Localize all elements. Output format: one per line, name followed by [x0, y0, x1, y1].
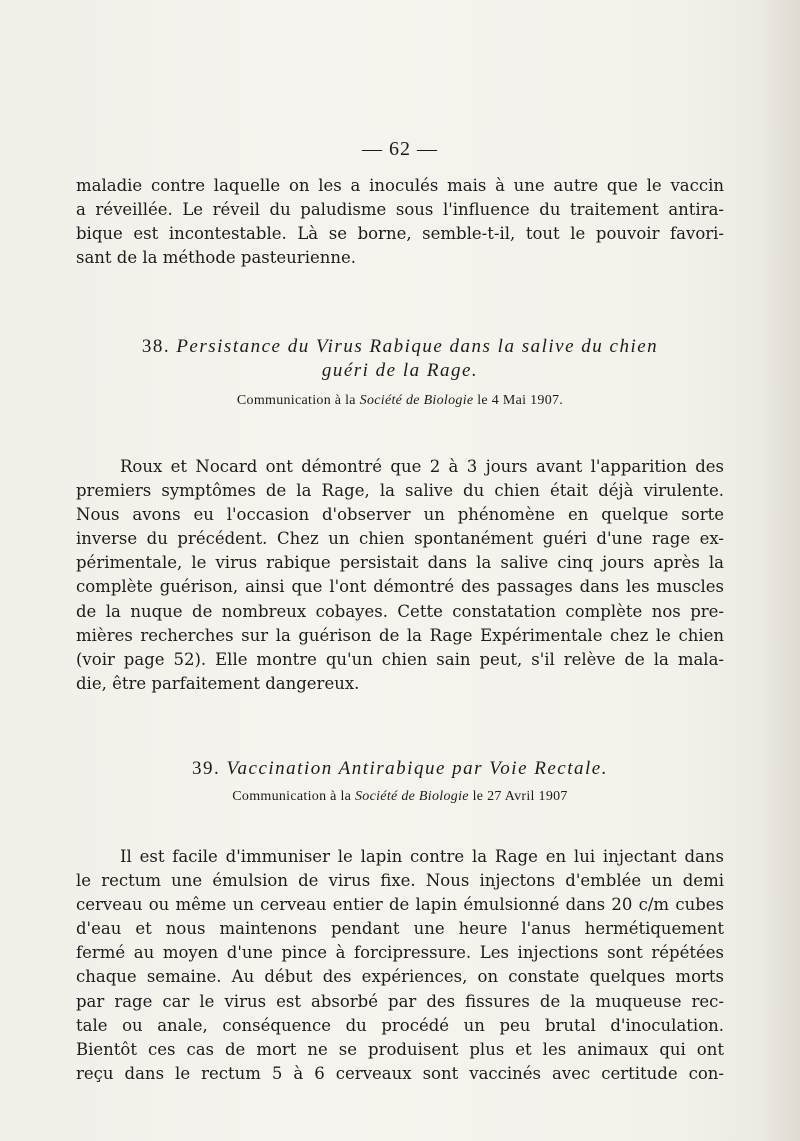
- page-edge-shadow: [760, 0, 800, 1141]
- paragraph-section-39: [76, 845, 724, 1086]
- text-line: fermé au moyen d'une pince à forcipressure. Les injections sont répétées: [76, 943, 724, 963]
- text-line: sant de la méthode pasteurienne.: [76, 248, 356, 268]
- text-line: Il est facile d'immuniser le lapin contre la Rage en lui injectant dans: [120, 847, 724, 866]
- section-38-number: 38.: [141, 336, 171, 357]
- page-number: — 62 —: [362, 138, 438, 160]
- text-line: de la nuque de nombreux cobayes. Cette constatation complète nos pre-: [76, 601, 724, 621]
- text-line: Nous avons eu l'occasion d'observer un phénomène en quelque sorte: [76, 505, 724, 525]
- text-line: inverse du précédent. Chez un chien spontanément guéri d'une rage ex-: [76, 529, 724, 549]
- paragraph-continuation: [76, 174, 724, 270]
- text-line: le rectum une émulsion de virus fixe. Nous injectons d'emblée un demi: [76, 871, 724, 891]
- text-line: Roux et Nocard ont démontré que 2 à 3 jours avant l'apparition des: [120, 457, 724, 476]
- section-39-number: 39.: [192, 758, 221, 779]
- text-line: a réveillée. Le réveil du paludisme sous l'influence du traitement antira-: [76, 200, 724, 220]
- text-line: die, être parfaitement dangereux.: [76, 673, 360, 693]
- text-line: reçu dans le rectum 5 à 6 cerveaux sont vaccinés avec certitude con-: [76, 1063, 724, 1083]
- section-38-title-cont: [0, 360, 800, 382]
- text-line: cerveau ou même un cerveau entier de lapin émulsionné dans 20 c/m cubes: [76, 895, 724, 915]
- text-line: bique est incontestable. Là se borne, semble-t-il, tout le pouvoir favori-: [76, 224, 724, 244]
- text-line: par rage car le virus est absorbé par des fissures de la muqueuse rec-: [76, 991, 724, 1011]
- section-38-communication: [0, 393, 800, 409]
- section-38-title-line1: Persistance du Virus Rabique dans la salive du chien: [176, 336, 659, 357]
- comm-date: le 4 Mai 1907.: [477, 393, 564, 408]
- comm-society: Société de Biologie: [355, 789, 469, 804]
- comm-prefix: Communication à la: [232, 789, 352, 804]
- section-38-title: [0, 336, 800, 358]
- text-line: chaque semaine. Au début des expériences, on constate quelques morts: [76, 967, 724, 987]
- text-line: maladie contre laquelle on les a inoculés mais à une autre que le vaccin: [76, 176, 724, 195]
- text-line: complète guérison, ainsi que l'ont démontré des passages dans les muscles: [76, 577, 724, 597]
- paragraph-section-38: [76, 455, 724, 696]
- comm-society: Société de Biologie: [359, 393, 474, 408]
- text-line: d'eau et nous maintenons pendant une heure l'anus hermétiquement: [76, 919, 724, 939]
- text-line: tale ou anale, conséquence du procédé un peu brutal d'inoculation.: [76, 1015, 724, 1035]
- comm-date: le 27 Avril 1907: [472, 789, 568, 804]
- section-39-title-text: Vaccination Antirabique par Voie Rectale.: [226, 758, 608, 779]
- section-38-title-line2: guéri de la Rage.: [321, 360, 479, 381]
- text-line: mières recherches sur la guérison de la Rage Expérimentale chez le chien: [76, 625, 724, 645]
- section-39-title: [0, 758, 800, 780]
- section-39-communication: [0, 789, 800, 805]
- text-line: premiers symptômes de la Rage, la salive du chien était déjà virulente.: [76, 481, 724, 501]
- comm-prefix: Communication à la: [236, 393, 356, 408]
- text-line: Bientôt ces cas de mort ne se produisent plus et les animaux qui ont: [76, 1039, 724, 1059]
- text-line: périmentale, le virus rabique persistait dans la salive cinq jours après la: [76, 553, 724, 573]
- text-line: (voir page 52). Elle montre qu'un chien sain peut, s'il relève de la mala-: [76, 649, 724, 669]
